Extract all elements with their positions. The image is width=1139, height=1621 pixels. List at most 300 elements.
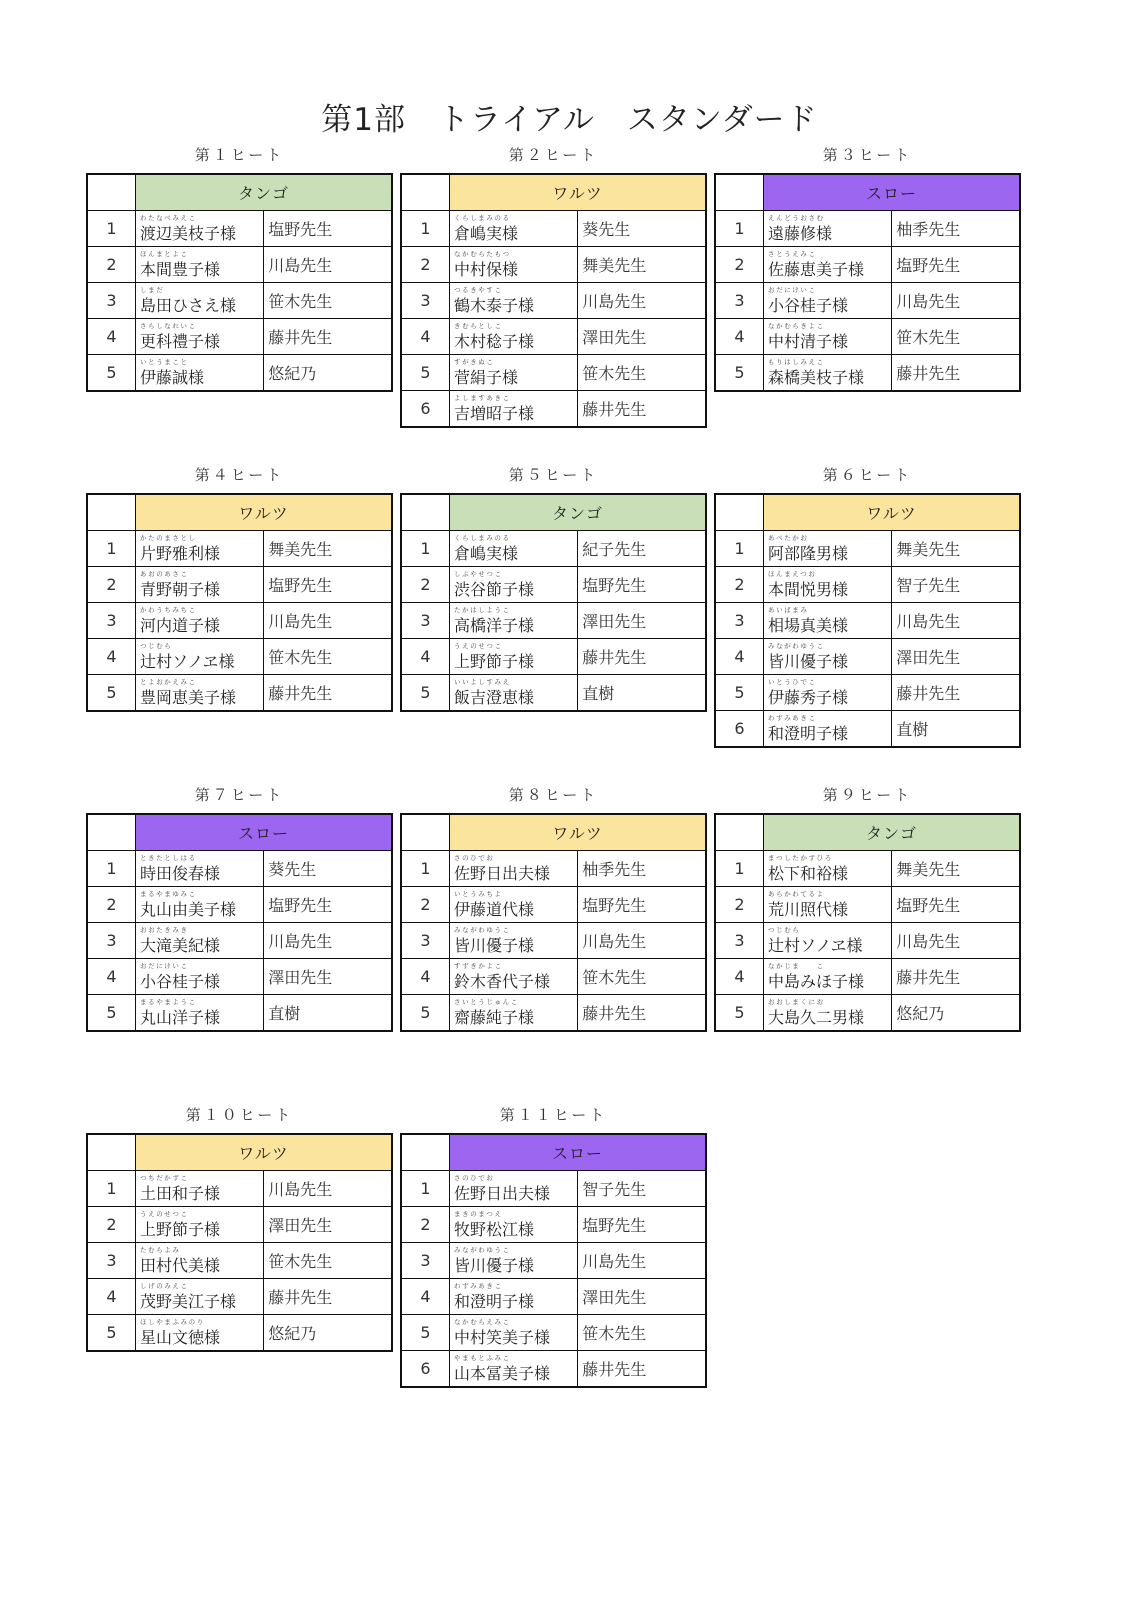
teacher-name: 笹木先生	[264, 1243, 392, 1279]
dance-name: ワルツ	[136, 1134, 393, 1171]
furigana: かわうちみちこ	[140, 607, 197, 614]
table-row	[715, 675, 1020, 711]
student-cell	[450, 851, 578, 887]
teacher-name: 笹木先生	[578, 959, 706, 995]
student-name: 吉増昭子様	[454, 404, 535, 423]
couple-number: 1	[401, 851, 450, 887]
teacher-name: 川島先生	[264, 603, 392, 639]
teacher-name: 笹木先生	[578, 1315, 706, 1351]
table-row	[401, 567, 706, 603]
teacher-name: 澤田先生	[578, 319, 706, 355]
couple-number: 2	[87, 567, 136, 603]
couple-number: 4	[87, 959, 136, 995]
student-name: 倉嶋実様	[454, 544, 519, 563]
student-name: 鶴木泰子様	[454, 296, 535, 315]
student-cell	[136, 319, 264, 355]
couple-number: 3	[87, 923, 136, 959]
furigana: しまだ	[140, 287, 165, 294]
table-row	[715, 531, 1020, 567]
student-name: 茂野美江子様	[140, 1292, 237, 1311]
header-blank-cell	[715, 494, 764, 531]
furigana: まつしたかずひろ	[768, 855, 833, 862]
furigana: あべたかお	[768, 535, 809, 542]
furigana: きむらとしこ	[454, 323, 503, 330]
couple-number: 3	[87, 283, 136, 319]
teacher-name: 藤井先生	[578, 639, 706, 675]
heat-header-row	[401, 814, 706, 851]
heat-header-row	[401, 1134, 706, 1171]
heat-block	[86, 462, 393, 712]
student-cell	[450, 531, 578, 567]
teacher-name: 柚季先生	[892, 211, 1020, 247]
couple-number: 4	[401, 639, 450, 675]
teacher-name: 澤田先生	[578, 1279, 706, 1315]
teacher-name: 塩野先生	[264, 567, 392, 603]
table-row	[401, 1351, 706, 1388]
teacher-name: 笹木先生	[264, 283, 392, 319]
teacher-name: 藤井先生	[892, 675, 1020, 711]
teacher-name: 藤井先生	[264, 319, 392, 355]
couple-number: 4	[87, 1279, 136, 1315]
student-cell	[764, 887, 892, 923]
student-name: 渡辺美枝子様	[140, 224, 237, 243]
couple-number: 1	[87, 1171, 136, 1207]
student-cell	[136, 531, 264, 567]
table-row	[87, 1243, 392, 1279]
student-cell	[136, 851, 264, 887]
student-name: 伊藤誠様	[140, 368, 205, 387]
table-row	[87, 851, 392, 887]
table-row	[87, 211, 392, 247]
student-cell	[450, 1351, 578, 1388]
table-row	[87, 355, 392, 392]
table-row	[401, 319, 706, 355]
furigana: ほしやまふみのり	[140, 1319, 205, 1326]
student-cell	[450, 567, 578, 603]
teacher-name: 藤井先生	[578, 1351, 706, 1388]
table-row	[715, 851, 1020, 887]
teacher-name: 悠紀乃	[264, 1315, 392, 1352]
couple-number: 5	[715, 675, 764, 711]
furigana: くらしまみのる	[454, 535, 511, 542]
teacher-name: 笹木先生	[892, 319, 1020, 355]
teacher-name: 藤井先生	[892, 355, 1020, 392]
couple-number: 2	[401, 1207, 450, 1243]
student-cell	[764, 851, 892, 887]
dance-name: ワルツ	[136, 494, 393, 531]
student-cell	[450, 887, 578, 923]
table-row	[715, 711, 1020, 748]
table-row	[401, 959, 706, 995]
furigana: かたのまさとし	[140, 535, 197, 542]
table-row	[401, 283, 706, 319]
table-row	[715, 567, 1020, 603]
teacher-name: 塩野先生	[578, 887, 706, 923]
student-cell	[450, 639, 578, 675]
student-name: 小谷桂子様	[140, 972, 221, 991]
student-name: 皆川優子様	[768, 652, 849, 671]
furigana: すがきぬこ	[454, 359, 495, 366]
couple-number: 5	[87, 995, 136, 1032]
student-name: 鈴木香代子様	[454, 972, 551, 991]
student-name: 渋谷節子様	[454, 580, 535, 599]
couple-number: 4	[715, 319, 764, 355]
furigana: おおしまくにお	[768, 999, 825, 1006]
couple-number: 5	[401, 995, 450, 1032]
student-cell	[136, 887, 264, 923]
table-row	[401, 923, 706, 959]
student-name: 飯吉澄恵様	[454, 688, 535, 707]
heat-block	[400, 462, 707, 712]
furigana: さらしなれいこ	[140, 323, 197, 330]
couple-number: 5	[87, 355, 136, 392]
furigana: なかむらたもつ	[454, 251, 511, 258]
student-cell	[764, 603, 892, 639]
header-blank-cell	[87, 174, 136, 211]
furigana: おだにけいこ	[768, 287, 817, 294]
student-cell	[450, 675, 578, 712]
student-name: 時田俊春様	[140, 864, 221, 883]
student-cell	[450, 995, 578, 1032]
couple-number: 3	[87, 603, 136, 639]
table-row	[401, 211, 706, 247]
couple-number: 2	[401, 887, 450, 923]
furigana: あらかわてるよ	[768, 891, 825, 898]
heat-block	[400, 142, 707, 428]
heat-table	[714, 173, 1021, 392]
dance-name: タンゴ	[450, 494, 707, 531]
furigana: さとうえみこ	[768, 251, 817, 258]
table-row	[715, 211, 1020, 247]
teacher-name: 悠紀乃	[264, 355, 392, 392]
table-row	[87, 923, 392, 959]
couple-number: 3	[715, 283, 764, 319]
header-blank-cell	[87, 1134, 136, 1171]
couple-number: 5	[401, 1315, 450, 1351]
couple-number: 4	[715, 639, 764, 675]
student-cell	[136, 567, 264, 603]
furigana: しげのみえこ	[140, 1283, 189, 1290]
couple-number: 6	[715, 711, 764, 748]
student-name: 菅絹子様	[454, 368, 519, 387]
couple-number: 1	[87, 531, 136, 567]
heat-header-row	[87, 494, 392, 531]
teacher-name: 藤井先生	[264, 675, 392, 712]
student-name: 中村笑美子様	[454, 1328, 551, 1347]
heat-header-row	[87, 1134, 392, 1171]
table-row	[715, 355, 1020, 392]
student-name: 皆川優子様	[454, 936, 535, 955]
teacher-name: 塩野先生	[264, 887, 392, 923]
student-name: 片野雅利様	[140, 544, 221, 563]
table-row	[401, 1279, 706, 1315]
student-name: 倉嶋実様	[454, 224, 519, 243]
teacher-name: 藤井先生	[892, 959, 1020, 995]
student-cell	[764, 639, 892, 675]
couple-number: 6	[401, 1351, 450, 1388]
furigana: あおのあさこ	[140, 571, 189, 578]
heat-header-row	[401, 174, 706, 211]
couple-number: 2	[87, 247, 136, 283]
heat-block	[400, 782, 707, 1032]
furigana: ときたとしはる	[140, 855, 197, 862]
table-row	[87, 319, 392, 355]
teacher-name: 川島先生	[892, 603, 1020, 639]
heat-title: 第１ヒート	[194, 146, 285, 164]
table-row	[401, 603, 706, 639]
student-cell	[450, 283, 578, 319]
heat-block	[400, 1102, 707, 1388]
furigana: わたなべみえこ	[140, 215, 197, 222]
teacher-name: 智子先生	[892, 567, 1020, 603]
heat-title: 第３ヒート	[822, 146, 913, 164]
student-name: 和澄明子様	[454, 1292, 535, 1311]
student-name: 大滝美紀様	[140, 936, 221, 955]
couple-number: 3	[401, 1243, 450, 1279]
teacher-name: 澤田先生	[892, 639, 1020, 675]
heat-header-row	[401, 494, 706, 531]
teacher-name: 川島先生	[578, 923, 706, 959]
teacher-name: 舞美先生	[892, 851, 1020, 887]
student-cell	[764, 355, 892, 392]
furigana: とよおかえみこ	[140, 679, 197, 686]
heat-table	[86, 813, 393, 1032]
furigana: つるきやすこ	[454, 287, 503, 294]
furigana: なかじま こ	[768, 963, 825, 970]
teacher-name: 川島先生	[892, 283, 1020, 319]
student-cell	[450, 1315, 578, 1351]
teacher-name: 直樹	[892, 711, 1020, 748]
furigana: わずみあきこ	[768, 715, 817, 722]
heat-header-row	[715, 814, 1020, 851]
student-name: 和澄明子様	[768, 724, 849, 743]
furigana: つじむら	[140, 643, 173, 650]
table-row	[401, 675, 706, 712]
heat-table	[714, 493, 1021, 748]
table-row	[715, 923, 1020, 959]
table-row	[401, 1315, 706, 1351]
heat-block	[714, 142, 1021, 392]
student-name: 中村保様	[454, 260, 519, 279]
couple-number: 2	[87, 1207, 136, 1243]
heat-title: 第８ヒート	[508, 786, 599, 804]
furigana: なかむらきよこ	[768, 323, 825, 330]
teacher-name: 直樹	[578, 675, 706, 712]
heat-title: 第２ヒート	[508, 146, 599, 164]
heat-block	[86, 782, 393, 1032]
student-name: 伊藤秀子様	[768, 688, 849, 707]
table-row	[715, 887, 1020, 923]
student-name: 木村稔子様	[454, 332, 535, 351]
teacher-name: 柚季先生	[578, 851, 706, 887]
student-cell	[764, 283, 892, 319]
furigana: しぶやせつこ	[454, 571, 503, 578]
couple-number: 3	[715, 923, 764, 959]
teacher-name: 塩野先生	[892, 247, 1020, 283]
student-cell	[136, 1171, 264, 1207]
student-cell	[450, 603, 578, 639]
couple-number: 1	[401, 211, 450, 247]
couple-number: 1	[715, 531, 764, 567]
couple-number: 1	[401, 1171, 450, 1207]
couple-number: 4	[401, 1279, 450, 1315]
student-cell	[450, 247, 578, 283]
teacher-name: 塩野先生	[264, 211, 392, 247]
couple-number: 3	[401, 603, 450, 639]
table-row	[87, 1207, 392, 1243]
heat-table	[86, 1133, 393, 1352]
student-name: 荒川照代様	[768, 900, 849, 919]
table-row	[401, 887, 706, 923]
teacher-name: 澤田先生	[264, 1207, 392, 1243]
teacher-name: 川島先生	[892, 923, 1020, 959]
student-name: 豊岡恵美子様	[140, 688, 237, 707]
heat-block	[86, 1102, 393, 1352]
table-row	[87, 1171, 392, 1207]
student-cell	[136, 675, 264, 712]
student-cell	[136, 603, 264, 639]
furigana: いとうみちよ	[454, 891, 503, 898]
couple-number: 3	[401, 923, 450, 959]
furigana: えんどうおさむ	[768, 215, 825, 222]
student-name: 丸山洋子様	[140, 1008, 221, 1027]
student-name: 青野朝子様	[140, 580, 221, 599]
student-cell	[136, 923, 264, 959]
dance-name: ワルツ	[450, 814, 707, 851]
teacher-name: 澤田先生	[578, 603, 706, 639]
furigana: あいばまみ	[768, 607, 809, 614]
teacher-name: 舞美先生	[892, 531, 1020, 567]
heat-table	[400, 813, 707, 1032]
teacher-name: 川島先生	[264, 1171, 392, 1207]
heat-title: 第６ヒート	[822, 466, 913, 484]
student-name: 小谷桂子様	[768, 296, 849, 315]
table-row	[87, 247, 392, 283]
teacher-name: 塩野先生	[892, 887, 1020, 923]
student-name: 上野節子様	[140, 1220, 221, 1239]
table-row	[401, 1243, 706, 1279]
student-cell	[136, 1279, 264, 1315]
heat-table	[714, 813, 1021, 1032]
teacher-name: 川島先生	[264, 247, 392, 283]
furigana: まるやまゆみこ	[140, 891, 197, 898]
dance-name: スロー	[450, 1134, 707, 1171]
student-name: 伊藤道代様	[454, 900, 535, 919]
student-name: 本間悦男様	[768, 580, 849, 599]
heat-title: 第７ヒート	[194, 786, 285, 804]
couple-number: 3	[87, 1243, 136, 1279]
student-name: 河内道子様	[140, 616, 221, 635]
student-cell	[136, 1207, 264, 1243]
furigana: いとうひでこ	[768, 679, 817, 686]
dance-name: タンゴ	[136, 174, 393, 211]
student-name: 佐野日出夫様	[454, 1184, 551, 1203]
student-cell	[450, 1171, 578, 1207]
student-cell	[136, 283, 264, 319]
furigana: たかはしようこ	[454, 607, 511, 614]
couple-number: 1	[715, 851, 764, 887]
furigana: さのひでお	[454, 1175, 495, 1182]
dance-name: タンゴ	[764, 814, 1021, 851]
dance-name: ワルツ	[450, 174, 707, 211]
furigana: たむらよみ	[140, 1247, 181, 1254]
table-row	[401, 1207, 706, 1243]
page-title: 第1部 トライアル スタンダード	[321, 102, 818, 138]
table-row	[87, 283, 392, 319]
student-name: 遠藤修様	[768, 224, 833, 243]
furigana: いいよしすみえ	[454, 679, 511, 686]
furigana: おだにけいこ	[140, 963, 189, 970]
furigana: さのひでお	[454, 855, 495, 862]
header-blank-cell	[401, 814, 450, 851]
heat-table	[400, 493, 707, 712]
teacher-name: 舞美先生	[578, 247, 706, 283]
couple-number: 5	[715, 355, 764, 392]
heat-title: 第１０ヒート	[185, 1106, 294, 1124]
furigana: おおたきみき	[140, 927, 189, 934]
student-cell	[136, 639, 264, 675]
student-name: 高橋洋子様	[454, 616, 535, 635]
student-cell	[764, 995, 892, 1032]
table-row	[401, 851, 706, 887]
couple-number: 5	[401, 675, 450, 712]
student-cell	[764, 211, 892, 247]
heat-title: 第１１ヒート	[499, 1106, 608, 1124]
dance-name: スロー	[136, 814, 393, 851]
student-cell	[450, 391, 578, 428]
table-row	[87, 639, 392, 675]
header-blank-cell	[401, 1134, 450, 1171]
header-blank-cell	[715, 814, 764, 851]
student-cell	[764, 675, 892, 711]
student-name: 土田和子様	[140, 1184, 221, 1203]
couple-number: 2	[715, 567, 764, 603]
furigana: つじむら	[768, 927, 801, 934]
table-row	[401, 1171, 706, 1207]
header-blank-cell	[87, 814, 136, 851]
couple-number: 3	[715, 603, 764, 639]
couple-number: 2	[401, 247, 450, 283]
student-name: 佐藤恵美子様	[768, 260, 865, 279]
furigana: さいとうじゅんこ	[454, 999, 519, 1006]
table-row	[401, 355, 706, 391]
table-row	[401, 639, 706, 675]
heat-title: 第５ヒート	[508, 466, 599, 484]
header-blank-cell	[401, 174, 450, 211]
student-cell	[136, 1315, 264, 1352]
student-name: 辻村ソノヱ様	[140, 652, 235, 671]
teacher-name: 笹木先生	[264, 639, 392, 675]
table-row	[401, 391, 706, 428]
couple-number: 4	[715, 959, 764, 995]
couple-number: 5	[87, 675, 136, 712]
teacher-name: 塩野先生	[578, 567, 706, 603]
teacher-name: 智子先生	[578, 1171, 706, 1207]
furigana: みながわゆうこ	[768, 643, 825, 650]
heat-header-row	[715, 174, 1020, 211]
couple-number: 1	[87, 851, 136, 887]
couple-number: 1	[401, 531, 450, 567]
student-name: 齋藤純子様	[454, 1008, 535, 1027]
student-name: 大島久二男様	[768, 1008, 865, 1027]
student-name: 辻村ソノヱ様	[768, 936, 863, 955]
student-name: 中村清子様	[768, 332, 849, 351]
table-row	[715, 283, 1020, 319]
student-name: 島田ひさえ様	[140, 296, 237, 315]
heat-block	[714, 782, 1021, 1032]
student-name: 本間豊子様	[140, 260, 221, 279]
student-cell	[764, 923, 892, 959]
